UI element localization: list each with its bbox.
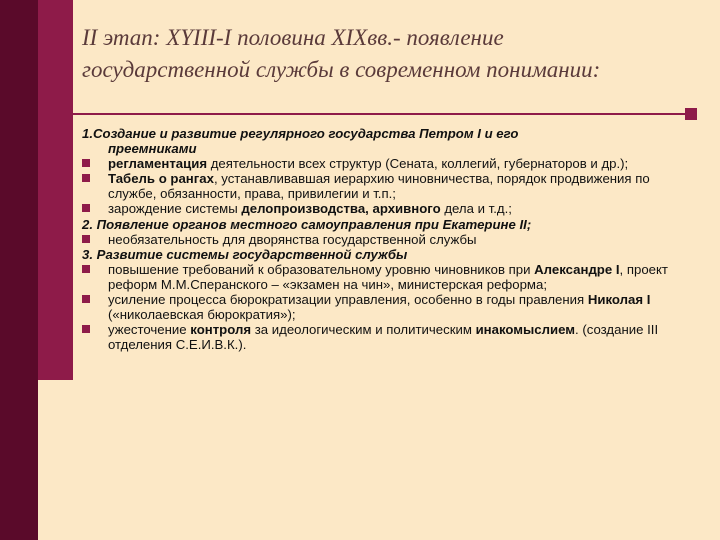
bullet-item: Табель о рангах, устанавливавшая иерархию чиновничества, порядок продвижения по службе, обязанности, права, привилегии и т.п.; (82, 171, 682, 201)
bullet-square-icon (82, 295, 90, 303)
bullet-square-icon (82, 204, 90, 212)
bullet-item: необязательность для дворянства государственной службы (82, 232, 682, 247)
bullet-item: зарождение системы делопроизводства, архивного дела и т.д.; (82, 201, 682, 216)
bullet-square-icon (82, 265, 90, 273)
title-line-2: государственной службы в современном понимании: (82, 57, 601, 82)
slide-body (82, 126, 682, 352)
bullet-item: повышение требований к образовательному уровню чиновников при Александре I, проект реформ М.М.Сперанского – «экзамен на чин», министерская реформа; (82, 262, 682, 292)
bullet-item: ужесточение контроля за идеологическим и политическим инакомыслием. (создание III отделения С.Е.И.В.К.). (82, 322, 682, 352)
bullet-square-icon (82, 174, 90, 182)
bullet-square-icon (82, 235, 90, 243)
numbered-item-3: 3. Развитие системы государственной службы (82, 246, 408, 262)
title-divider (73, 113, 685, 115)
title-line-1: II этап: XYIII-I половина XIXвв.- появление (82, 25, 504, 50)
slide-title (82, 22, 692, 86)
divider-square (685, 108, 697, 120)
bullet-square-icon (82, 325, 90, 333)
left-accent-strip (38, 0, 73, 380)
bullet-square-icon (82, 159, 90, 167)
left-dark-band (0, 0, 38, 540)
bullet-item: усиление процесса бюрократизации управления, особенно в годы правления Николая I («николаевская бюрократия»); (82, 292, 682, 322)
numbered-item-2: 2. Появление органов местного самоуправления при Екатерине II; (82, 216, 532, 232)
bullet-item: регламентация деятельности всех структур (Сената, коллегий, губернаторов и др.); (82, 156, 682, 171)
numbered-item-1: 1.Создание и развитие регулярного государства Петром I и его преемниками (82, 126, 519, 157)
